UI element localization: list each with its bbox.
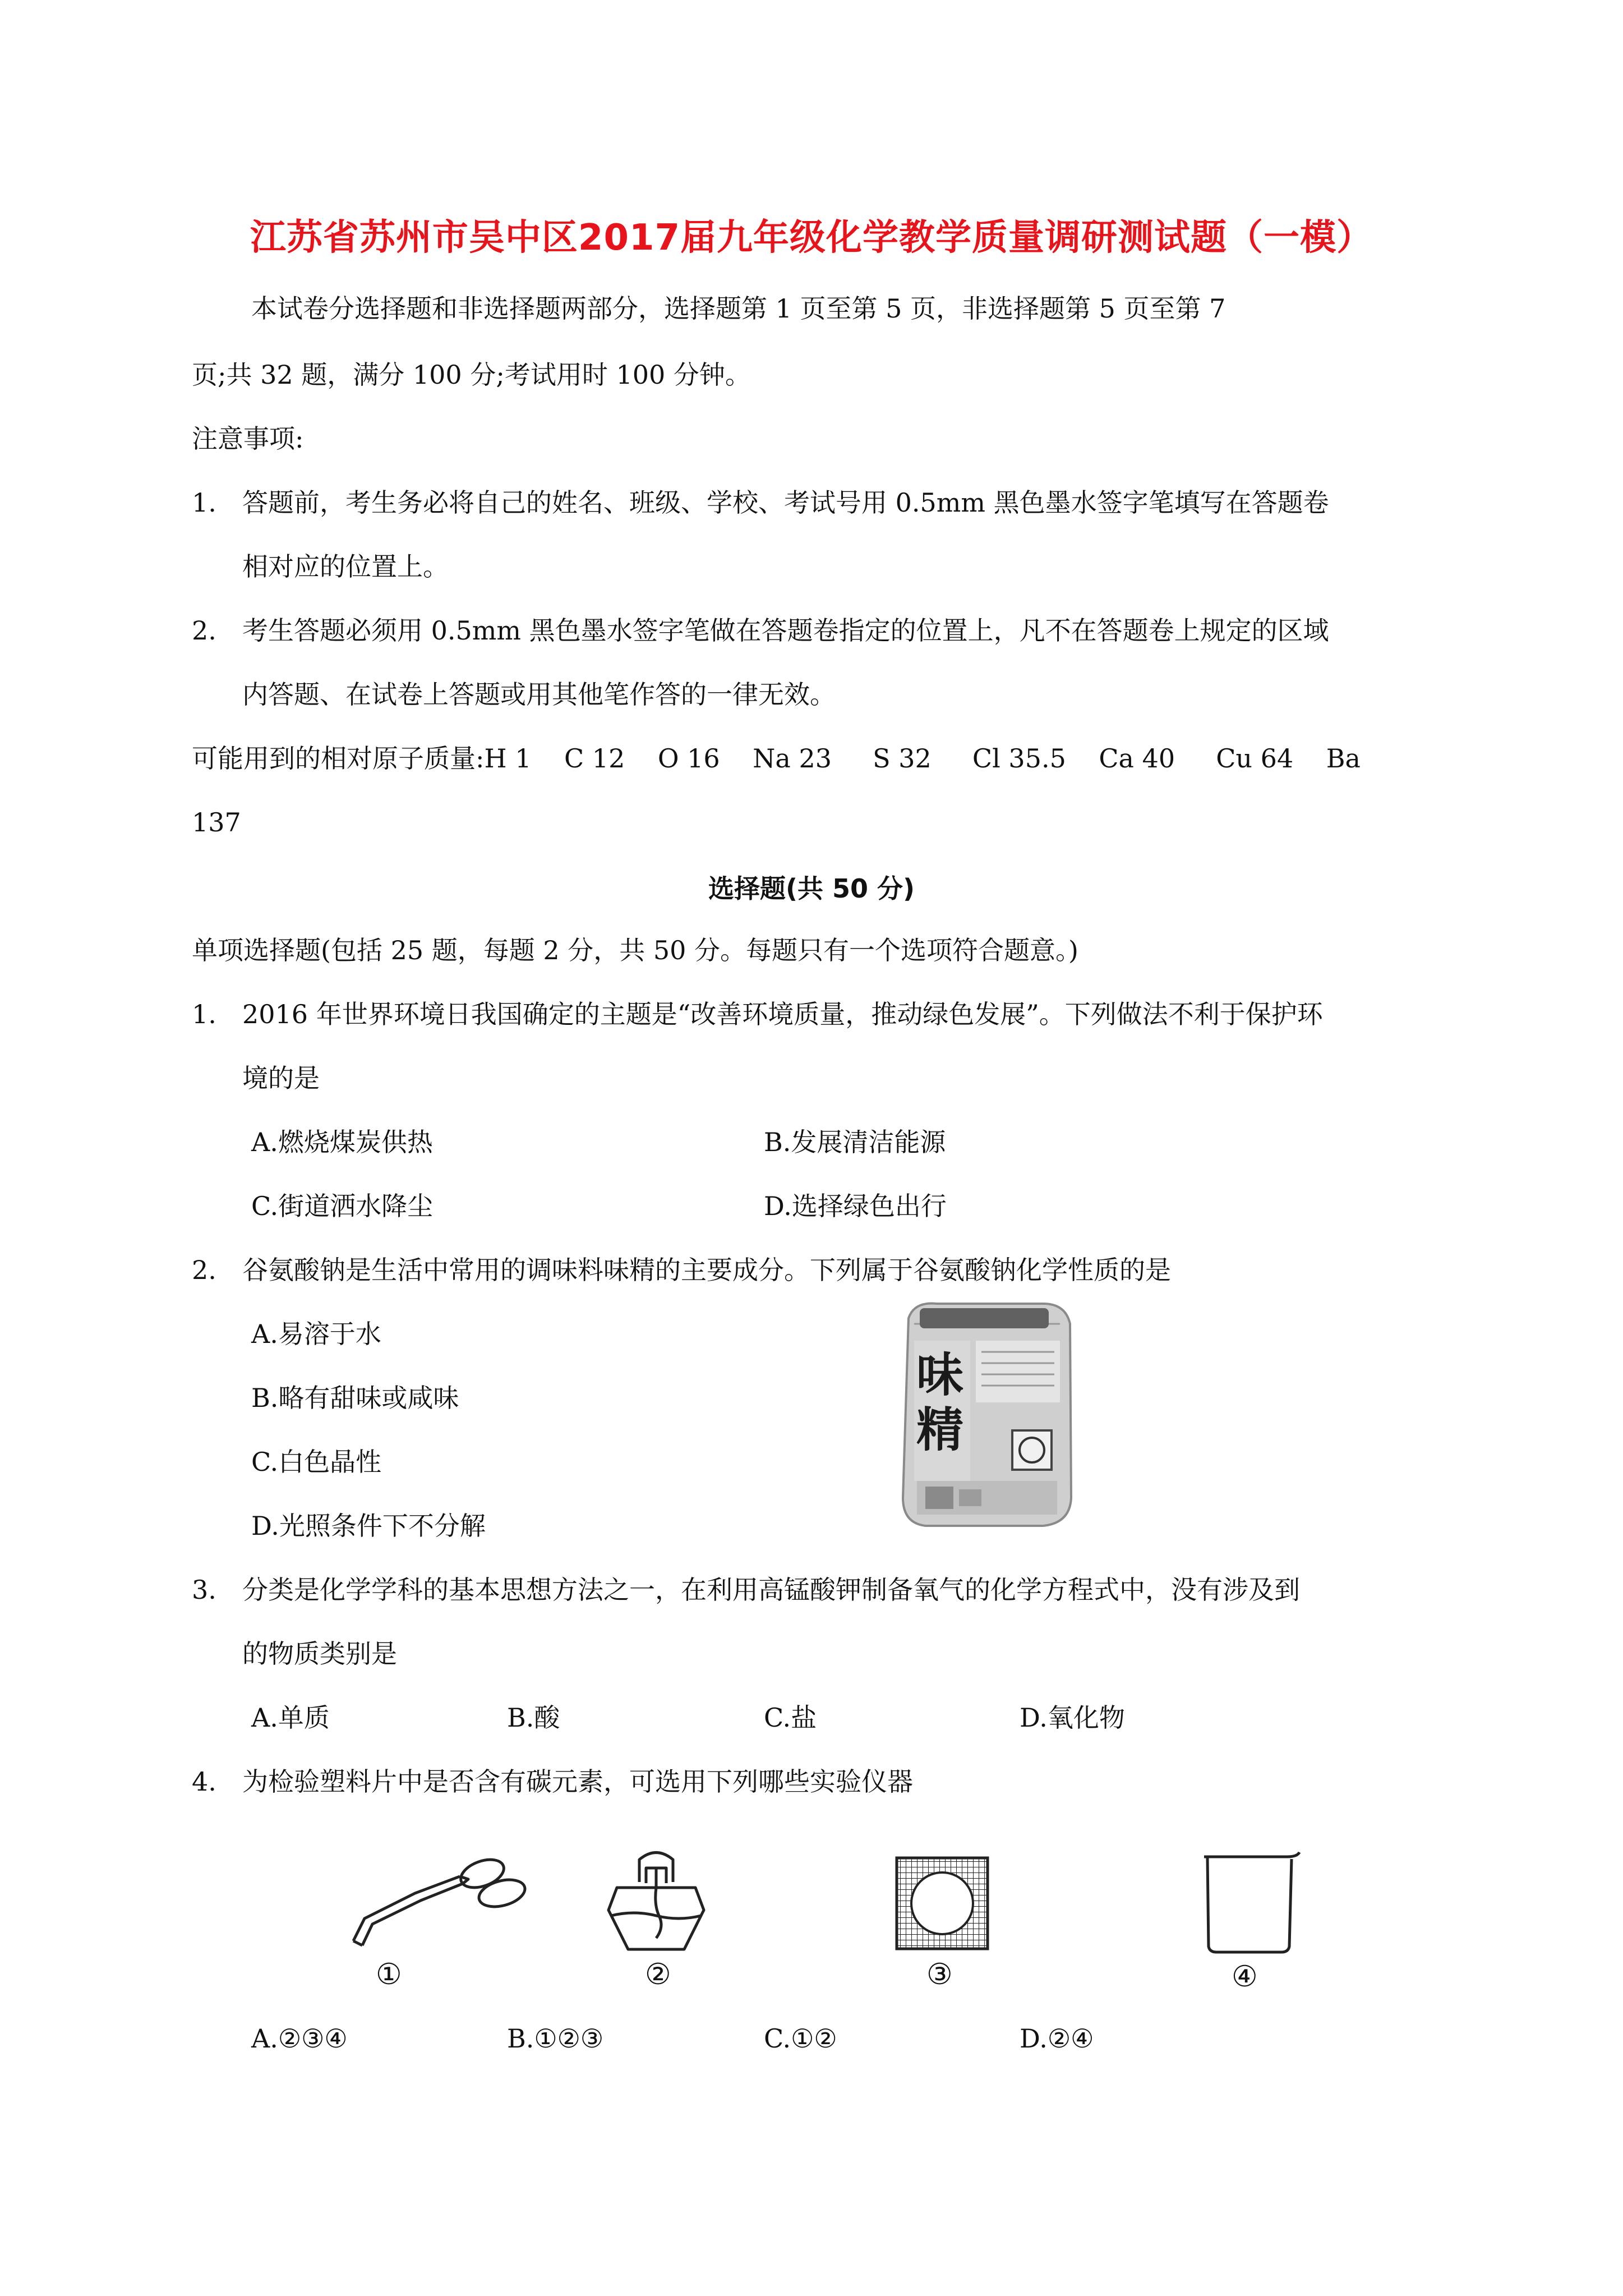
apparatus-3-label: ③: [926, 1958, 953, 1991]
msg-package-label: 味精: [916, 1347, 964, 1457]
question-2-number: 2.: [192, 1255, 216, 1285]
notice-1-line-1: 答题前，考生务必将自己的姓名、班级、学校、考试号用 0.5mm 黑色墨水签字笔填写在答题卷: [242, 487, 1329, 518]
apparatus-1-label: ①: [376, 1958, 402, 1991]
page-title: 江苏省苏州市吴中区2017届九年级化学教学质量调研测试题（一模）: [250, 217, 1373, 259]
notice-1-number: 1.: [192, 487, 216, 518]
question-3-option-c: C.盐: [764, 1703, 817, 1733]
question-3-stem-line-2: 的物质类别是: [242, 1639, 397, 1669]
question-3-option-d: D.氧化物: [1020, 1703, 1125, 1733]
notice-2-number: 2.: [192, 615, 216, 646]
question-3-option-a: A.单质: [251, 1703, 330, 1733]
notice-2-line-2: 内答题、在试卷上答题或用其他笔作答的一律无效。: [242, 679, 836, 710]
alcohol-lamp-image: [600, 1843, 712, 1955]
atomic-masses-line-2: 137: [192, 807, 241, 838]
apparatus-4-label: ④: [1232, 1960, 1258, 1994]
intro-line-1: 本试卷分选择题和非选择题两部分，选择题第 1 页至第 5 页，非选择题第 5 页至第 7: [251, 293, 1226, 324]
wire-gauze-image: [895, 1856, 990, 1951]
question-2-option-d: D.光照条件下不分解: [251, 1511, 486, 1541]
atomic-masses-line-1: 可能用到的相对原子质量:H 1 C 12 O 16 Na 23 S 32 Cl 35.5 Ca 40 Cu 64 Ba: [192, 743, 1361, 774]
notice-2-line-1: 考生答题必须用 0.5mm 黑色墨水签字笔做在答题卷指定的位置上，凡不在答题卷上规定的区域: [242, 615, 1329, 646]
notice-heading: 注意事项:: [192, 424, 304, 454]
question-4-option-c: C.①②: [764, 2023, 837, 2054]
question-1-stem-line-1: 2016 年世界环境日我国确定的主题是“改善环境质量，推动绿色发展”。下列做法不利于保护环: [242, 999, 1323, 1029]
question-2-stem-line-1: 谷氨酸钠是生活中常用的调味料味精的主要成分。下列属于谷氨酸钠化学性质的是: [242, 1255, 1171, 1285]
question-4-option-b: B.①②③: [507, 2023, 604, 2054]
question-4-option-d: D.②④: [1020, 2023, 1094, 2054]
question-4-number: 4.: [192, 1766, 216, 1797]
beaker-image: [1197, 1851, 1304, 1955]
question-3-stem-line-1: 分类是化学学科的基本思想方法之一，在利用高锰酸钾制备氧气的化学方程式中，没有涉及到: [242, 1575, 1300, 1605]
question-2-option-a: A.易溶于水: [251, 1319, 381, 1349]
question-3-number: 3.: [192, 1575, 216, 1605]
question-2-option-b: B.略有甜味或咸味: [251, 1383, 459, 1413]
apparatus-2-label: ②: [645, 1958, 671, 1991]
question-1-number: 1.: [192, 999, 216, 1029]
question-4-stem-line-1: 为检验塑料片中是否含有碳元素，可选用下列哪些实验仪器: [242, 1766, 913, 1797]
question-1-stem-line-2: 境的是: [242, 1063, 320, 1093]
question-3-option-b: B.酸: [507, 1703, 560, 1733]
question-4-option-a: A.②③④: [251, 2023, 348, 2054]
question-1-option-d: D.选择绿色出行: [764, 1191, 947, 1221]
section-instruction: 单项选择题(包括 25 题，每题 2 分，共 50 分。每题只有一个选项符合题意。): [192, 935, 1078, 965]
question-1-option-b: B.发展清洁能源: [764, 1127, 946, 1157]
section-title: 选择题(共 50 分): [708, 873, 915, 904]
crucible-tongs-image: [348, 1851, 533, 1952]
question-1-option-c: C.街道洒水降尘: [251, 1191, 434, 1221]
intro-line-2: 页;共 32 题，满分 100 分;考试用时 100 分钟。: [192, 360, 751, 390]
question-1-option-a: A.燃烧煤炭供热: [251, 1127, 433, 1157]
question-2-option-c: C.白色晶性: [251, 1447, 382, 1477]
msg-package-image: [892, 1296, 1082, 1531]
notice-1-line-2: 相对应的位置上。: [242, 551, 449, 582]
